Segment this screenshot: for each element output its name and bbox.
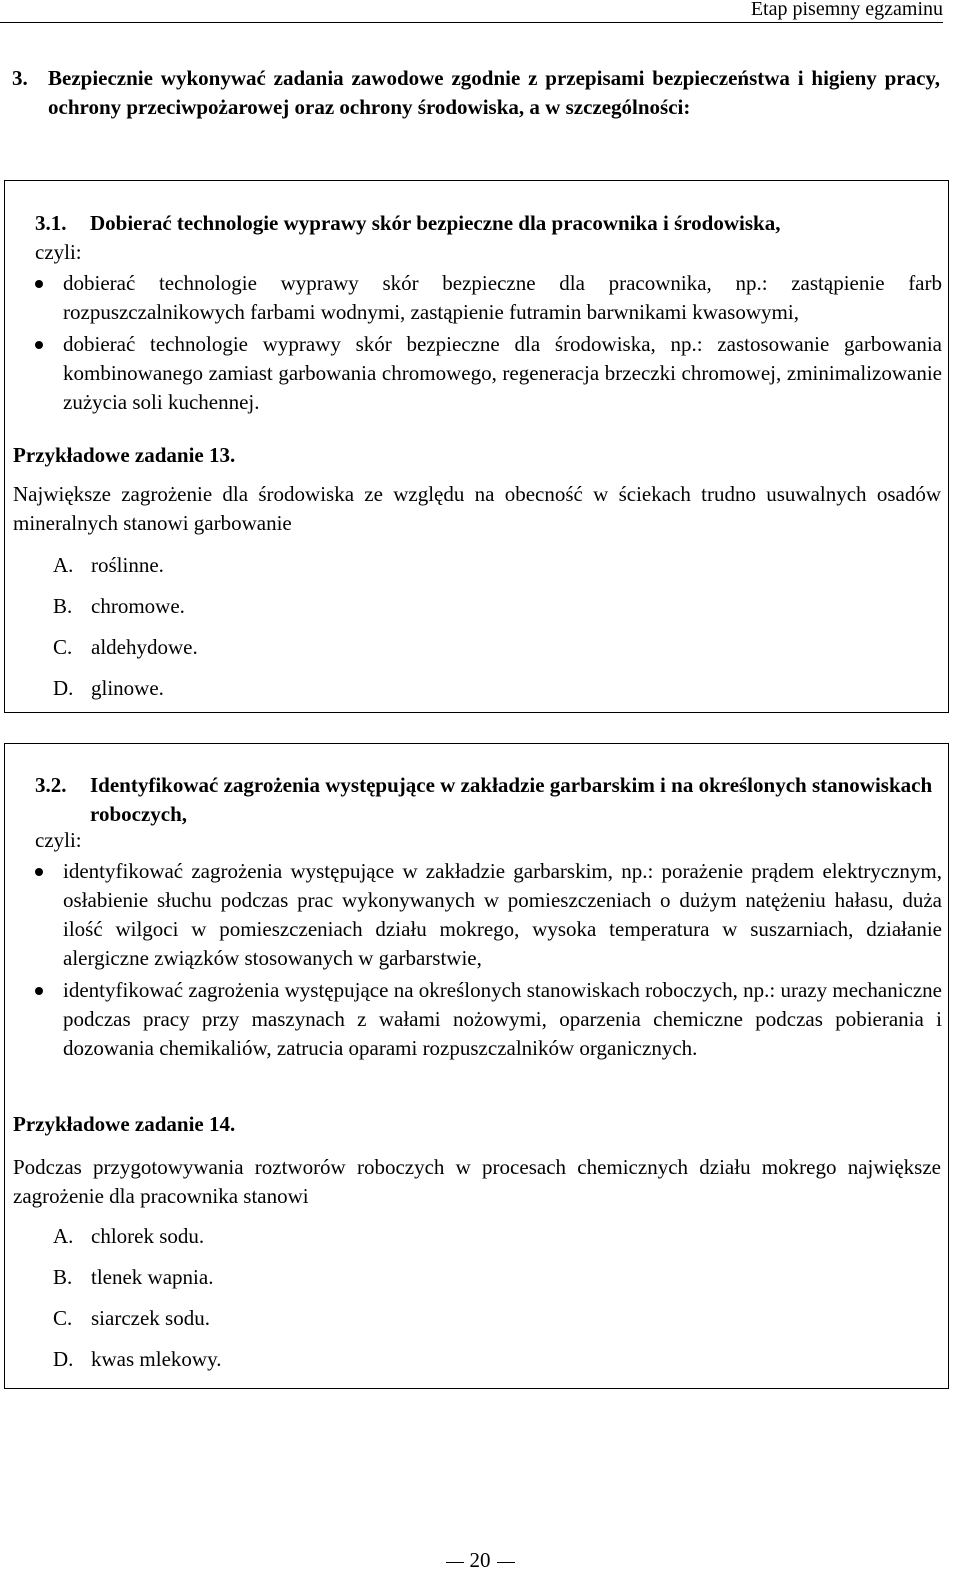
page-number: 20 — [469, 1548, 491, 1572]
list-item — [35, 976, 942, 1063]
page-header — [0, 0, 943, 23]
answer-option — [53, 1263, 221, 1304]
question-text: Podczas przygotowywania roztworów roboczych w procesach chemicznych działu mokrego największe zagrożenie dla pracownika stanowi — [13, 1155, 941, 1208]
subsection-number: 3.2. — [35, 773, 67, 797]
answer-letter: B. — [53, 1265, 73, 1289]
answer-option — [53, 674, 198, 715]
answer-text: chlorek sodu. — [91, 1224, 205, 1248]
answer-letter: C. — [53, 635, 73, 659]
answer-list — [53, 551, 198, 715]
subsection-title: Identyfikować zagrożenia występujące w zakładzie garbarskim i na określonych stanowiskach roboczych, — [90, 773, 933, 826]
answer-letter: C. — [53, 1306, 73, 1330]
answer-option — [53, 1345, 221, 1386]
answer-option — [53, 592, 198, 633]
subsection-box-3-2 — [4, 743, 949, 1389]
bullet-icon — [35, 341, 43, 349]
answer-option — [53, 551, 198, 592]
list-item — [35, 330, 942, 417]
subsection-number: 3.1. — [35, 211, 67, 235]
answer-text: siarczek sodu. — [91, 1306, 210, 1330]
czyli-label: czyli: — [35, 240, 82, 264]
list-item — [35, 857, 942, 973]
header-title: Etap pisemny egzaminu — [750, 0, 943, 20]
answer-letter: A. — [53, 1224, 74, 1248]
bullet-icon — [35, 868, 43, 876]
answer-letter: D. — [53, 676, 74, 700]
subsection-title: Dobierać technologie wyprawy skór bezpieczne dla pracownika i środowiska, — [90, 211, 781, 235]
answer-option — [53, 1222, 221, 1263]
answer-text: glinowe. — [91, 676, 164, 700]
subsection-heading — [35, 209, 940, 238]
bullet-list — [35, 857, 942, 1066]
section-title: Bezpiecznie wykonywać zadania zawodowe zgodnie z przepisami bezpieczeństwa i higieny pracy, ochrony przeciwpożarowej oraz ochrony środowiska, a w szczególności: — [48, 66, 940, 119]
answer-text: roślinne. — [91, 553, 164, 577]
czyli-label: czyli: — [35, 828, 82, 852]
dash-right — [497, 1562, 515, 1563]
bullet-text: identyfikować zagrożenia występujące na określonych stanowiskach roboczych, np.: urazy mechaniczne podczas pracy przy maszynach z wałami nożowymi, oparzenia chemiczne podczas pobierania i dozowania chemikaliów, zatrucia oparami rozpuszczalników organicznych. — [63, 978, 942, 1060]
bullet-icon — [35, 280, 43, 288]
bullet-text: dobierać technologie wyprawy skór bezpieczne dla środowiska, np.: zastosowanie garbowania kombinowanego zamiast garbowania chromowego, regeneracja brzeczki chromowej, zminimalizowanie zużycia soli kuchennej. — [63, 332, 942, 414]
subsection-heading — [35, 771, 940, 829]
bullet-text: dobierać technologie wyprawy skór bezpieczne dla pracownika, np.: zastąpienie farb rozpuszczalnikowych farbami wodnymi, zastąpienie futramin barwnikami kwasowymi, — [63, 271, 942, 324]
answer-list — [53, 1222, 221, 1386]
answer-text: kwas mlekowy. — [91, 1347, 222, 1371]
answer-letter: D. — [53, 1347, 74, 1371]
answer-text: tlenek wapnia. — [91, 1265, 214, 1289]
answer-letter: B. — [53, 594, 73, 618]
section-number: 3. — [12, 66, 28, 90]
dash-left — [446, 1562, 464, 1563]
task-title: Przykładowe zadanie 13. — [13, 443, 236, 467]
subsection-box-3-1 — [4, 180, 949, 713]
bullet-list — [35, 269, 942, 420]
bullet-icon — [35, 987, 43, 995]
page-footer — [0, 1546, 960, 1575]
list-item — [35, 269, 942, 327]
answer-option — [53, 633, 198, 674]
section-heading — [12, 64, 940, 122]
question-text: Największe zagrożenie dla środowiska ze względu na obecność w ściekach trudno usuwalnych osadów mineralnych stanowi garbowanie — [13, 482, 941, 535]
bullet-text: identyfikować zagrożenia występujące w zakładzie garbarskim, np.: porażenie prądem elektrycznym, osłabienie słuchu podczas prac wykonywanych w pomieszczeniach o dużym natężeniu hałasu, duża ilość wilgoci w pomieszczeniach działu mokrego, wysoka temperatura w suszarniach, działanie alergiczne związków stosowanych w garbarstwie, — [63, 859, 942, 970]
answer-text: chromowe. — [91, 594, 185, 618]
answer-text: aldehydowe. — [91, 635, 198, 659]
answer-letter: A. — [53, 553, 74, 577]
task-title: Przykładowe zadanie 14. — [13, 1112, 236, 1136]
answer-option — [53, 1304, 221, 1345]
